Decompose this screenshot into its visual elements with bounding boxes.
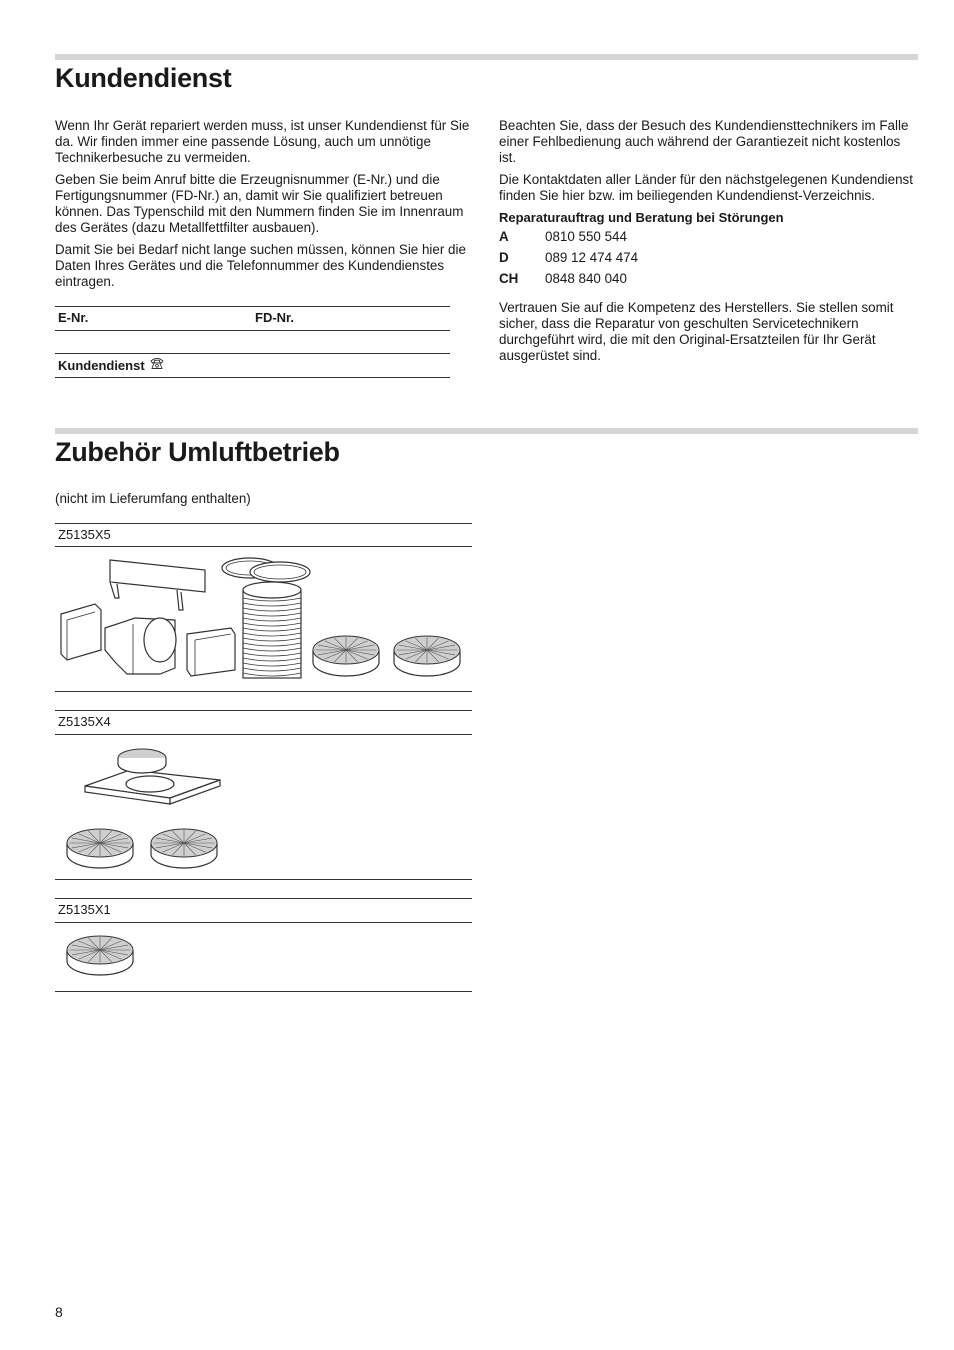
accessory-line	[55, 546, 472, 547]
accessory-model-label: Z5135X1	[58, 902, 111, 917]
phone-number: 089 12 474 474	[545, 250, 639, 265]
accessory-image-z5135x5	[55, 550, 472, 688]
accessory-line	[55, 710, 472, 711]
contact-list	[499, 226, 919, 289]
accessory-note: (nicht im Lieferumfang enthalten)	[55, 491, 251, 506]
left-column	[55, 118, 473, 296]
filter-icon	[67, 829, 133, 868]
fdnr-label: FD-Nr.	[255, 310, 294, 325]
accessory-line	[55, 734, 472, 735]
accessory-model-label: Z5135X4	[58, 714, 111, 729]
enr-label: E-Nr.	[58, 310, 89, 325]
service-label: Kundendienst	[58, 357, 145, 373]
contact-row	[499, 226, 919, 247]
country-code: D	[499, 250, 509, 265]
accessory-line	[55, 922, 472, 923]
contact-heading: Reparaturauftrag und Beratung bei Störungen	[499, 210, 784, 225]
phone-number: 0848 840 040	[545, 271, 627, 286]
accessory-line	[55, 879, 472, 880]
contact-row	[499, 247, 919, 268]
accessory-line	[55, 523, 472, 524]
filter-icon	[151, 829, 217, 868]
section-title-kundendienst: Kundendienst	[55, 63, 232, 93]
paragraph: Vertrauen Sie auf die Kompetenz des Herstellers. Sie stellen somit sicher, dass die Reparatur von geschulten Servicetechnikern durchgeführt wird, die mit den Original-Ersatzteilen für Ihr Gerät ausgerüstet sind.	[499, 300, 894, 363]
form-line	[55, 330, 450, 331]
accessory-line	[55, 691, 472, 692]
section-rule-top	[55, 54, 918, 60]
service-label-row	[58, 357, 165, 373]
filter-icon	[394, 636, 460, 676]
paragraph: Geben Sie beim Anruf bitte die Erzeugnisnummer (E-Nr.) und die Fertigungsnummer (FD-Nr.) an, damit wir Sie qualifiziert betreuen können. Das Typenschild mit den Nummern finden Sie im Innenraum des Gerätes (dazu Metallfettfilter ausbauen).	[55, 172, 464, 235]
accessory-image-z5135x1	[55, 930, 472, 982]
section-title-zubehoer: Zubehör Umluftbetrieb	[55, 437, 340, 467]
form-line	[55, 306, 450, 307]
accessory-model-label: Z5135X5	[58, 527, 111, 542]
accessory-line	[55, 991, 472, 992]
paragraph: Wenn Ihr Gerät repariert werden muss, ist unser Kundendienst für Sie da. Wir finden immer eine passende Lösung, auch um unnötige Technikerbesuche zu vermeiden.	[55, 118, 470, 165]
accessory-line	[55, 898, 472, 899]
country-code: CH	[499, 271, 519, 286]
form-line	[55, 377, 450, 378]
filter-icon	[67, 936, 133, 975]
right-column	[499, 118, 919, 370]
paragraph: Beachten Sie, dass der Besuch des Kundendiensttechnikers im Falle einer Fehlbedienung auch während der Garantiezeit nicht kostenlos ist.	[499, 118, 909, 165]
paragraph: Die Kontaktdaten aller Länder für den nächstgelegenen Kundendienst finden Sie hier bzw. im beiliegenden Kundendienst-Verzeichnis.	[499, 172, 913, 203]
device-data-form	[55, 306, 450, 378]
accessory-image-z5135x4	[55, 740, 472, 872]
phone-icon	[149, 357, 165, 373]
paragraph: Damit Sie bei Bedarf nicht lange suchen müssen, können Sie hier die Daten Ihres Gerätes und die Telefonnummer des Kundendienstes eintragen.	[55, 242, 466, 289]
contact-row	[499, 268, 919, 289]
section-rule-zubehoer	[55, 428, 918, 434]
filter-icon	[313, 636, 379, 676]
form-line	[55, 353, 450, 354]
page-number: 8	[55, 1304, 63, 1320]
country-code: A	[499, 229, 509, 244]
phone-number: 0810 550 544	[545, 229, 627, 244]
